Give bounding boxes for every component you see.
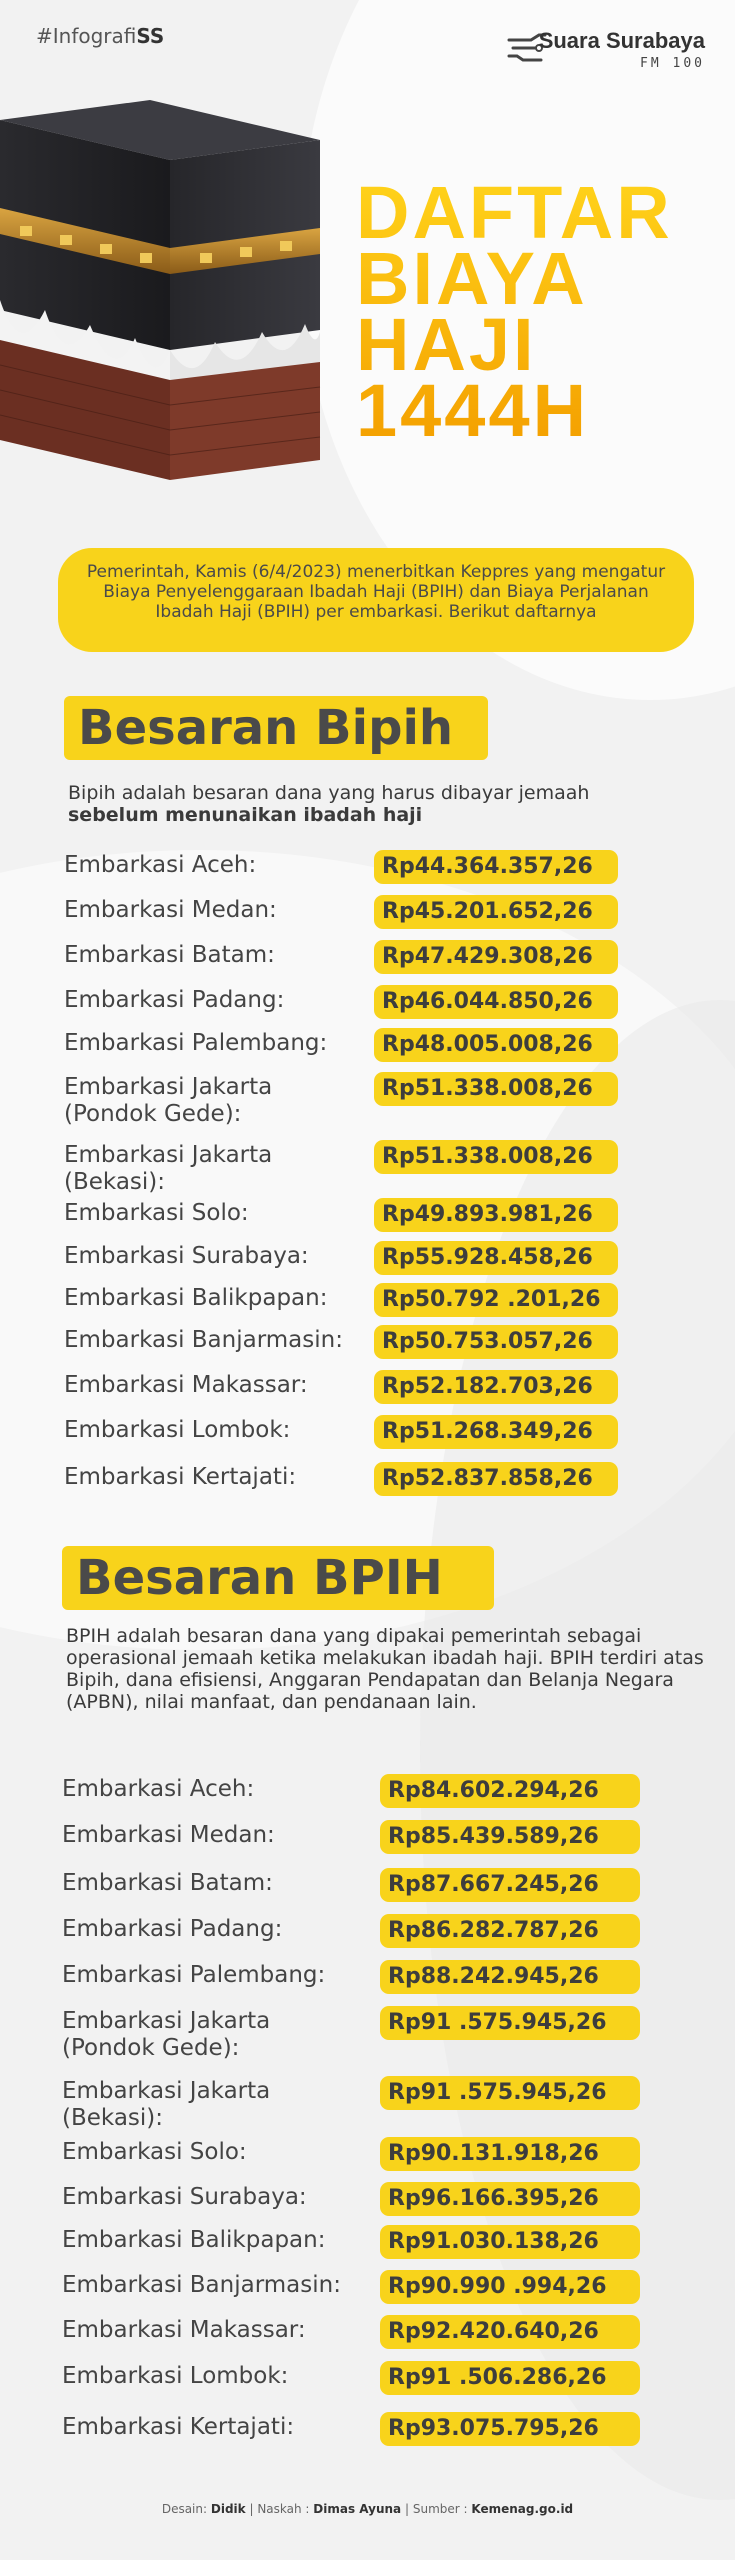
bpih-row-value: Rp90.990 .994,26 [380, 2270, 640, 2304]
bpih-row-label [62, 1776, 254, 1803]
bipih-row-label-line1: Embarkasi Balikpapan: [64, 1285, 328, 1311]
bipih-row-label-line1: Embarkasi Lombok: [64, 1417, 291, 1443]
bipih-row-label-line1: Embarkasi Medan: [64, 897, 277, 923]
bpih-row-value: Rp91 .575.945,26 [380, 2006, 640, 2040]
bipih-row [0, 850, 735, 890]
footer-source-label: | Sumber : [405, 2502, 468, 2516]
bipih-row-label [64, 987, 284, 1014]
bipih-row-label-line1: Embarkasi Jakarta [64, 1074, 273, 1100]
bpih-row-value: Rp91 .506.286,26 [380, 2361, 640, 2395]
bpih-row-label [62, 2272, 341, 2299]
bpih-row-label-line1: Embarkasi Aceh: [62, 1776, 255, 1802]
credits-footer [0, 2502, 735, 2516]
bpih-row-label-line1: Embarkasi Padang: [62, 1916, 283, 1942]
bipih-row [0, 1325, 735, 1365]
bpih-row-label [62, 2008, 270, 2062]
bpih-row-value: Rp90.131.918,26 [380, 2137, 640, 2171]
bipih-row-label [64, 1285, 327, 1312]
bipih-row-label-line1: Embarkasi Padang: [64, 987, 285, 1013]
bipih-row-label [64, 1200, 249, 1227]
bipih-row [0, 940, 735, 980]
bipih-row-label [64, 1372, 308, 1399]
bpih-row-label-line1: Embarkasi Medan: [62, 1822, 275, 1848]
bpih-row [0, 1914, 735, 1954]
footer-source-name: Kemenag.go.id [471, 2502, 574, 2516]
bipih-desc-bold: sebelum menunaikan ibadah haji [68, 804, 423, 826]
bpih-row-label-line1: Embarkasi Jakarta [62, 2008, 271, 2034]
bpih-row-label [62, 2317, 306, 2344]
bpih-row-label [62, 2139, 247, 2166]
bipih-row-value: Rp52.837.858,26 [374, 1462, 618, 1496]
bipih-row [0, 895, 735, 935]
bpih-row-label-line1: Embarkasi Makassar: [62, 2317, 306, 2343]
bipih-row [0, 1072, 735, 1127]
bipih-row-label [64, 1142, 272, 1196]
bpih-row [0, 2182, 735, 2222]
bpih-row-label [62, 2363, 288, 2390]
bipih-row-label-line1: Embarkasi Banjarmasin: [64, 1327, 343, 1353]
bipih-row-label-line1: Embarkasi Jakarta [64, 1142, 273, 1168]
bipih-row-value: Rp51.338.008,26 [374, 1140, 618, 1174]
bipih-row-label-line2: (Pondok Gede): [64, 1101, 242, 1127]
bpih-row-label [62, 1916, 282, 1943]
bipih-row-label-line2: (Bekasi): [64, 1169, 166, 1195]
bpih-row [0, 2315, 735, 2355]
section-title-bipih: Besaran Bipih [64, 696, 488, 760]
bipih-row-value: Rp51.268.349,26 [374, 1415, 618, 1449]
hashtag-prefix: #Infografi [36, 24, 137, 48]
title-line-2: BIAYA [356, 237, 588, 320]
bpih-row-label-line1: Embarkasi Palembang: [62, 1962, 326, 1988]
bipih-row-label-line1: Embarkasi Aceh: [64, 852, 257, 878]
bpih-row-label [62, 1870, 273, 1897]
footer-script-name: Dimas Ayuna [313, 2502, 402, 2516]
bpih-row [0, 2225, 735, 2265]
bpih-row-label-line1: Embarkasi Banjarmasin: [62, 2272, 341, 2298]
bpih-row-label [62, 1822, 275, 1849]
bipih-row-label-line1: Embarkasi Solo: [64, 1200, 249, 1226]
bipih-row-value: Rp50.753.057,26 [374, 1325, 618, 1359]
bipih-row-value: Rp50.792 .201,26 [374, 1283, 618, 1317]
bpih-row-value: Rp92.420.640,26 [380, 2315, 640, 2349]
bpih-row-label-line1: Embarkasi Balikpapan: [62, 2227, 326, 2253]
bipih-row [0, 1370, 735, 1410]
brand-logo-block [465, 28, 705, 74]
title-line-4: 1444H [356, 369, 590, 452]
bipih-row-value: Rp55.928.458,26 [374, 1241, 618, 1275]
bpih-row [0, 1820, 735, 1860]
page-title [356, 171, 716, 452]
bipih-row-label [64, 942, 275, 969]
bipih-row-label-line1: Embarkasi Batam: [64, 942, 275, 968]
bpih-row [0, 2412, 735, 2452]
kaaba-illustration-icon [0, 100, 330, 480]
bipih-row [0, 985, 735, 1025]
bipih-row-label [64, 852, 256, 879]
bpih-row [0, 1868, 735, 1908]
bpih-row-label-line1: Embarkasi Solo: [62, 2139, 247, 2165]
bipih-row-label [64, 1464, 296, 1491]
bipih-row-label-line1: Embarkasi Palembang: [64, 1030, 328, 1056]
bpih-row-label [62, 1962, 325, 1989]
section-desc-bpih: BPIH adalah besaran dana yang dipakai pemerintah sebagai operasional jemaah ketika melakukan ibadah haji. BPIH terdiri atas Bipih, dana efisiensi, Anggaran Pendapatan dan Belanja Negara (APBN), nilai manfaat, dan pendanaan lain. [66, 1625, 704, 1713]
bpih-row-label [62, 2078, 270, 2132]
bpih-row-value: Rp93.075.795,26 [380, 2412, 640, 2446]
brand-subtitle: FM 100 [640, 56, 705, 71]
bipih-row-label-line1: Embarkasi Surabaya: [64, 1243, 309, 1269]
bipih-row-label [64, 1243, 309, 1270]
bipih-row-value: Rp52.182.703,26 [374, 1370, 618, 1404]
bpih-row-value: Rp85.439.589,26 [380, 1820, 640, 1854]
bpih-row [0, 1960, 735, 2000]
bipih-row-label-line1: Embarkasi Kertajati: [64, 1464, 297, 1490]
bipih-row-label [64, 1417, 290, 1444]
section-desc-bipih [68, 782, 698, 826]
bpih-row [0, 2270, 735, 2310]
bipih-row-value: Rp49.893.981,26 [374, 1198, 618, 1232]
bpih-row-value: Rp91.030.138,26 [380, 2225, 640, 2259]
bpih-row-value: Rp87.667.245,26 [380, 1868, 640, 1902]
bipih-row [0, 1028, 735, 1068]
bpih-row-label-line1: Embarkasi Jakarta [62, 2078, 271, 2104]
bpih-row-value: Rp86.282.787,26 [380, 1914, 640, 1948]
bipih-row [0, 1198, 735, 1238]
bipih-row-label [64, 1074, 272, 1128]
title-line-1: DAFTAR [356, 171, 673, 254]
bpih-row-label-line1: Embarkasi Batam: [62, 1870, 273, 1896]
bpih-row-label-line2: (Bekasi): [62, 2105, 164, 2131]
intro-box: Pemerintah, Kamis (6/4/2023) menerbitkan Keppres yang mengatur Biaya Penyelenggaraan Ibadah Haji (BPIH) dan Biaya Perjalanan Ibadah Haji (BPIH) per embarkasi. Berikut daftarnya [58, 548, 694, 652]
footer-design-label: Desain: [161, 2502, 208, 2516]
bipih-row-label-line1: Embarkasi Makassar: [64, 1372, 308, 1398]
bipih-desc-plain: Bipih adalah besaran dana yang harus dibayar jemaah [68, 782, 590, 804]
bpih-row-value: Rp88.242.945,26 [380, 1960, 640, 1994]
bipih-row-value: Rp48.005.008,26 [374, 1028, 618, 1062]
footer-script-label: | Naskah : [249, 2502, 310, 2516]
bpih-row-value: Rp91 .575.945,26 [380, 2076, 640, 2110]
bpih-row-label [62, 2184, 307, 2211]
bipih-row-value: Rp44.364.357,26 [374, 850, 618, 884]
bipih-row-value: Rp47.429.308,26 [374, 940, 618, 974]
bpih-row-label-line1: Embarkasi Lombok: [62, 2363, 289, 2389]
brand-name: Suara Surabaya [538, 28, 705, 53]
bpih-row [0, 2137, 735, 2177]
title-line-3: HAJI [356, 303, 537, 386]
bpih-row-value: Rp84.602.294,26 [380, 1774, 640, 1808]
bipih-row [0, 1462, 735, 1502]
bpih-row-label [62, 2414, 294, 2441]
bpih-row [0, 2006, 735, 2061]
bpih-row-value: Rp96.166.395,26 [380, 2182, 640, 2216]
bipih-row-label [64, 1327, 343, 1354]
bipih-row-value: Rp51.338.008,26 [374, 1072, 618, 1106]
bipih-row-label [64, 1030, 327, 1057]
hashtag-suffix: SS [136, 24, 165, 48]
bipih-row [0, 1241, 735, 1281]
bpih-row-label [62, 2227, 325, 2254]
bipih-row [0, 1140, 735, 1195]
bpih-row [0, 2361, 735, 2401]
bpih-row-label-line2: (Pondok Gede): [62, 2035, 240, 2061]
hashtag-label [36, 24, 164, 48]
section-title-bpih: Besaran BPIH [62, 1546, 494, 1610]
bpih-row-label-line1: Embarkasi Surabaya: [62, 2184, 307, 2210]
bipih-row-value: Rp46.044.850,26 [374, 985, 618, 1019]
bpih-row-label-line1: Embarkasi Kertajati: [62, 2414, 295, 2440]
bpih-row [0, 2076, 735, 2131]
bipih-row-value: Rp45.201.652,26 [374, 895, 618, 929]
bipih-row [0, 1283, 735, 1323]
bipih-row-label [64, 897, 277, 924]
bipih-row [0, 1415, 735, 1455]
bpih-row [0, 1774, 735, 1814]
footer-design-name: Didik [210, 2502, 246, 2516]
